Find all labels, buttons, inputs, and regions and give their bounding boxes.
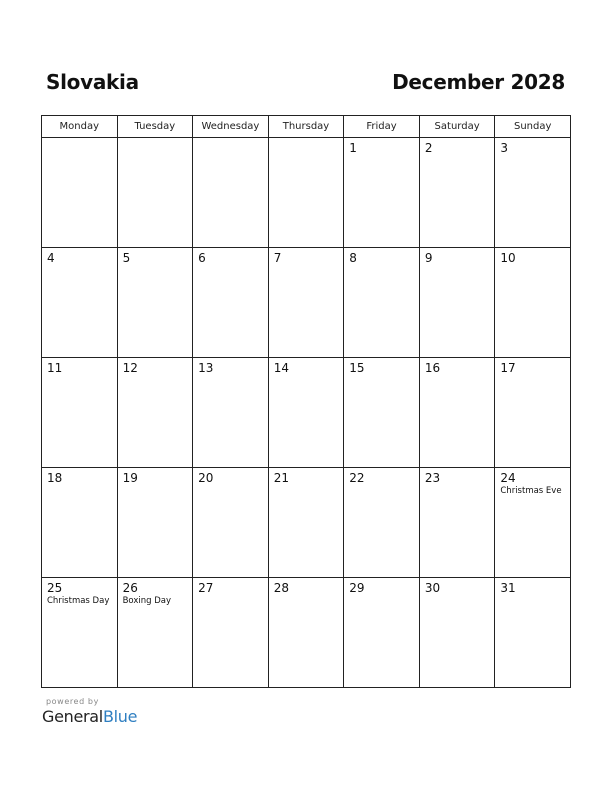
weekday-friday: Friday bbox=[344, 116, 420, 138]
day-number: 10 bbox=[500, 251, 516, 265]
day-cell bbox=[419, 578, 495, 688]
day-number: 14 bbox=[273, 361, 289, 375]
powered-by-text: powered by bbox=[46, 697, 99, 706]
day-cell bbox=[117, 248, 193, 358]
generalblue-logo[interactable] bbox=[42, 707, 137, 726]
day-cell bbox=[193, 248, 269, 358]
day-number: 30 bbox=[424, 581, 441, 595]
day-cell bbox=[419, 468, 495, 578]
day-cell bbox=[193, 578, 269, 688]
weekday-thursday: Thursday bbox=[268, 116, 344, 138]
day-cell bbox=[117, 138, 193, 248]
brand-blue: Blue bbox=[102, 707, 138, 726]
day-cell bbox=[419, 248, 495, 358]
day-number: 9 bbox=[424, 251, 433, 265]
day-cell bbox=[42, 138, 118, 248]
day-number: 13 bbox=[198, 361, 214, 375]
day-cell bbox=[193, 358, 269, 468]
day-number: 31 bbox=[500, 581, 516, 595]
country-title: Slovakia bbox=[46, 70, 139, 94]
day-number: 7 bbox=[273, 251, 282, 265]
calendar-grid bbox=[41, 115, 571, 688]
week-row-3 bbox=[42, 358, 571, 468]
day-cell bbox=[268, 138, 344, 248]
month-year-title: December 2028 bbox=[392, 70, 565, 94]
day-cell bbox=[117, 578, 193, 688]
weekday-monday: Monday bbox=[42, 116, 118, 138]
day-cell bbox=[193, 468, 269, 578]
day-cell bbox=[42, 358, 118, 468]
day-number: 17 bbox=[500, 361, 516, 375]
weekday-saturday: Saturday bbox=[419, 116, 495, 138]
brand-general: General bbox=[42, 707, 103, 726]
day-cell bbox=[42, 468, 118, 578]
day-cell bbox=[495, 358, 571, 468]
day-number: 11 bbox=[47, 361, 63, 375]
day-cell bbox=[419, 358, 495, 468]
day-number: 27 bbox=[198, 581, 214, 595]
day-number: 24 bbox=[500, 471, 516, 485]
weekday-sunday: Sunday bbox=[495, 116, 571, 138]
day-number: 25 bbox=[47, 581, 63, 595]
day-number: 26 bbox=[122, 581, 138, 595]
day-cell bbox=[268, 248, 344, 358]
holiday-label: Christmas Day bbox=[47, 596, 110, 606]
day-cell bbox=[193, 138, 269, 248]
day-cell bbox=[495, 138, 571, 248]
holiday-label: Boxing Day bbox=[122, 596, 171, 606]
day-cell bbox=[495, 248, 571, 358]
day-cell bbox=[495, 468, 571, 578]
holiday-label: Christmas Eve bbox=[500, 486, 562, 496]
day-number: 8 bbox=[349, 251, 357, 265]
day-number: 5 bbox=[122, 251, 131, 265]
day-cell bbox=[495, 578, 571, 688]
day-number: 6 bbox=[198, 251, 206, 265]
weekday-wednesday: Wednesday bbox=[193, 116, 269, 138]
day-number: 12 bbox=[122, 361, 138, 375]
day-cell bbox=[419, 138, 495, 248]
day-number: 18 bbox=[47, 471, 63, 485]
day-cell bbox=[344, 248, 420, 358]
day-cell bbox=[344, 468, 420, 578]
day-cell bbox=[117, 358, 193, 468]
week-row-5 bbox=[42, 578, 571, 688]
day-number: 20 bbox=[198, 471, 214, 485]
week-row-2 bbox=[42, 248, 571, 358]
day-cell bbox=[268, 468, 344, 578]
day-cell bbox=[344, 578, 420, 688]
day-number: 19 bbox=[122, 471, 138, 485]
day-number: 16 bbox=[424, 361, 441, 375]
week-row-4 bbox=[42, 468, 571, 578]
day-number: 21 bbox=[273, 471, 289, 485]
day-cell bbox=[344, 138, 420, 248]
day-cell bbox=[268, 358, 344, 468]
day-cell bbox=[268, 578, 344, 688]
day-number: 1 bbox=[349, 141, 357, 155]
day-number: 2 bbox=[424, 141, 433, 155]
day-number: 29 bbox=[349, 581, 365, 595]
day-number: 15 bbox=[349, 361, 365, 375]
day-number: 3 bbox=[500, 141, 509, 155]
weekday-header-row bbox=[42, 116, 571, 138]
footer-branding bbox=[42, 697, 137, 726]
day-number: 23 bbox=[424, 471, 441, 485]
day-cell bbox=[344, 358, 420, 468]
day-number: 4 bbox=[47, 251, 55, 265]
weekday-tuesday: Tuesday bbox=[117, 116, 193, 138]
day-cell bbox=[42, 248, 118, 358]
day-cell bbox=[117, 468, 193, 578]
day-cell bbox=[42, 578, 118, 688]
day-number: 28 bbox=[273, 581, 289, 595]
day-number: 22 bbox=[349, 471, 365, 485]
week-row-1 bbox=[42, 138, 571, 248]
